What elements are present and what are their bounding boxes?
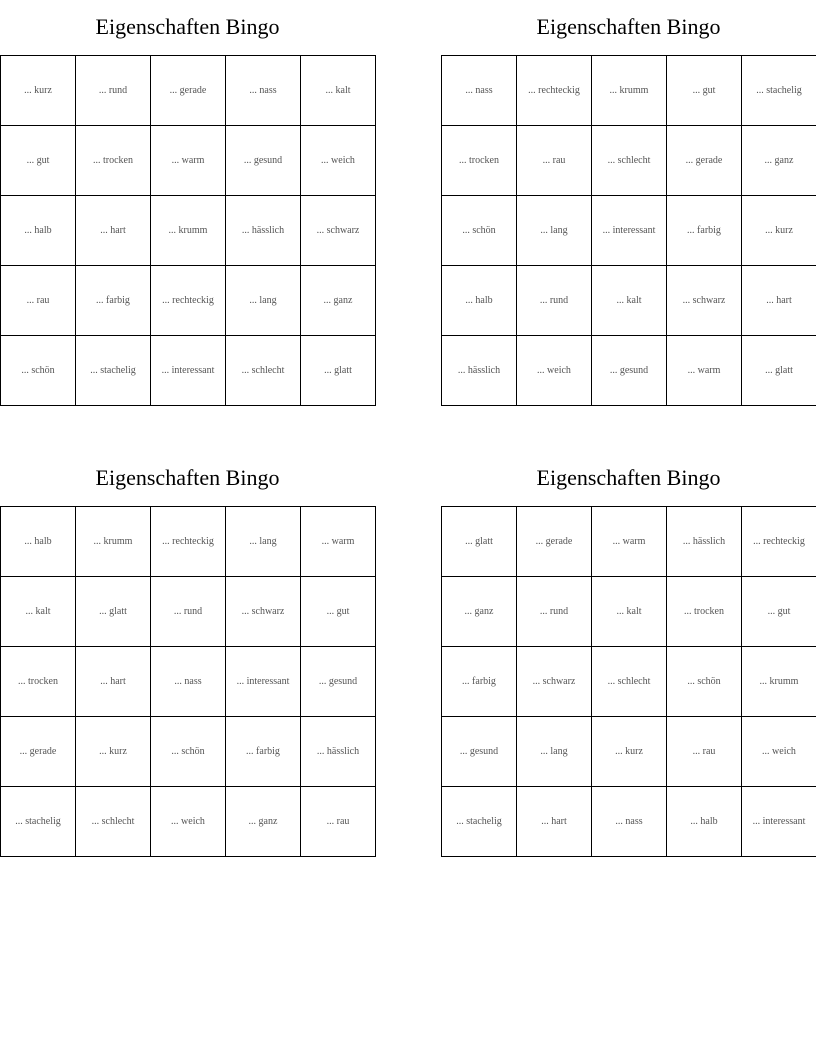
bingo-cell: ... farbig [226,717,301,787]
bingo-cell: ... lang [226,507,301,577]
bingo-cell: ... gesund [592,336,667,406]
bingo-cell: ... gut [742,577,816,647]
card-title: Eigenschaften Bingo [95,14,280,39]
bingo-cell: ... rund [517,577,592,647]
bingo-cell: ... rund [151,577,226,647]
bingo-cell: ... stachelig [442,787,517,857]
bingo-cell: ... hart [76,647,151,717]
bingo-cell: ... ganz [226,787,301,857]
bingo-cell: ... gut [301,577,376,647]
bingo-cell: ... schön [667,647,742,717]
bingo-cell: ... gerade [151,56,226,126]
bingo-cell: ... kalt [301,56,376,126]
card-title: Eigenschaften Bingo [95,465,280,490]
bingo-cell: ... nass [442,56,517,126]
bingo-cell: ... rund [517,266,592,336]
bingo-cell: ... trocken [1,647,76,717]
bingo-cell: ... stachelig [76,336,151,406]
bingo-cell: ... nass [226,56,301,126]
bingo-cell: ... halb [1,196,76,266]
bingo-cell: ... stachelig [742,56,816,126]
bingo-cell: ... trocken [667,577,742,647]
bingo-cell: ... rechteckig [742,507,816,577]
bingo-cell: ... warm [151,126,226,196]
bingo-cell: ... gesund [442,717,517,787]
bingo-cell: ... rau [301,787,376,857]
bingo-cell: ... nass [592,787,667,857]
grid-row [1,647,376,717]
bingo-cell: ... lang [226,266,301,336]
bingo-cell: ... ganz [442,577,517,647]
bingo-cell: ... kurz [1,56,76,126]
bingo-cell: ... interessant [226,647,301,717]
bingo-cell: ... hässlich [442,336,517,406]
bingo-cell: ... rund [76,56,151,126]
bingo-cell: ... schwarz [226,577,301,647]
bingo-cell: ... hässlich [226,196,301,266]
grid-row [1,126,376,196]
bingo-cell: ... rau [667,717,742,787]
grid-row [1,196,376,266]
bingo-cell: ... ganz [301,266,376,336]
bingo-cell: ... schwarz [667,266,742,336]
bingo-cell: ... kalt [592,266,667,336]
bingo-cell: ... schwarz [301,196,376,266]
grid-row [1,577,376,647]
bingo-cell: ... weich [151,787,226,857]
grid-row [442,507,816,577]
grid-row [442,56,816,126]
bingo-cell: ... schlecht [592,126,667,196]
bingo-cell: ... schlecht [592,647,667,717]
bingo-cell: ... gerade [667,126,742,196]
bingo-cell: ... stachelig [1,787,76,857]
bingo-cell: ... krumm [742,647,816,717]
bingo-cell: ... warm [667,336,742,406]
grid-row [442,577,816,647]
bingo-cell: ... rechteckig [151,266,226,336]
bingo-cell: ... rechteckig [517,56,592,126]
bingo-cell: ... schlecht [226,336,301,406]
bingo-cell: ... rau [1,266,76,336]
bingo-cell: ... kalt [592,577,667,647]
bingo-cell: ... hart [742,266,816,336]
bingo-cell: ... weich [517,336,592,406]
grid-row [1,266,376,336]
grid-row [442,196,816,266]
bingo-cell: ... kurz [76,717,151,787]
bingo-cell: ... krumm [151,196,226,266]
bingo-cell: ... farbig [442,647,517,717]
bingo-cell: ... glatt [76,577,151,647]
bingo-cell: ... schlecht [76,787,151,857]
bingo-cell: ... hart [76,196,151,266]
bingo-cell: ... nass [151,647,226,717]
bingo-cell: ... halb [1,507,76,577]
grid-row [442,336,816,406]
bingo-cell: ... lang [517,717,592,787]
bingo-cell: ... farbig [667,196,742,266]
grid-row [442,717,816,787]
bingo-cell: ... gut [1,126,76,196]
bingo-cell: ... weich [742,717,816,787]
grid-row [1,56,376,126]
grid-row [442,647,816,717]
grid-row [1,787,376,857]
bingo-cell: ... rau [517,126,592,196]
bingo-cell: ... interessant [742,787,816,857]
bingo-cell: ... schön [1,336,76,406]
bingo-cell: ... warm [301,507,376,577]
bingo-cell: ... interessant [592,196,667,266]
bingo-cell: ... gut [667,56,742,126]
grid-row [1,507,376,577]
bingo-cell: ... halb [667,787,742,857]
bingo-cell: ... kurz [742,196,816,266]
grid-row [1,336,376,406]
bingo-cell: ... gerade [1,717,76,787]
card-title: Eigenschaften Bingo [536,14,721,39]
bingo-cell: ... gesund [301,647,376,717]
bingo-cell: ... glatt [442,507,517,577]
card-title: Eigenschaften Bingo [536,465,721,490]
bingo-cell: ... hässlich [667,507,742,577]
bingo-cell: ... krumm [592,56,667,126]
bingo-cell: ... warm [592,507,667,577]
bingo-cell: ... hart [517,787,592,857]
grid-row [442,126,816,196]
bingo-cell: ... weich [301,126,376,196]
bingo-cell: ... interessant [151,336,226,406]
bingo-cell: ... ganz [742,126,816,196]
bingo-cell: ... schön [151,717,226,787]
bingo-cell: ... hässlich [301,717,376,787]
bingo-grid [0,55,376,406]
bingo-cell: ... schön [442,196,517,266]
bingo-cell: ... krumm [76,507,151,577]
bingo-cell: ... farbig [76,266,151,336]
grid-row [442,787,816,857]
bingo-cell: ... trocken [76,126,151,196]
bingo-cell: ... halb [442,266,517,336]
bingo-cell: ... rechteckig [151,507,226,577]
bingo-grid [441,506,816,857]
bingo-cell: ... trocken [442,126,517,196]
bingo-cell: ... glatt [742,336,816,406]
bingo-cell: ... kurz [592,717,667,787]
bingo-cell: ... gerade [517,507,592,577]
bingo-grid [441,55,816,406]
grid-row [442,266,816,336]
bingo-grid [0,506,376,857]
bingo-cell: ... schwarz [517,647,592,717]
bingo-cell: ... glatt [301,336,376,406]
bingo-cell: ... kalt [1,577,76,647]
grid-row [1,717,376,787]
bingo-cell: ... gesund [226,126,301,196]
bingo-cell: ... lang [517,196,592,266]
